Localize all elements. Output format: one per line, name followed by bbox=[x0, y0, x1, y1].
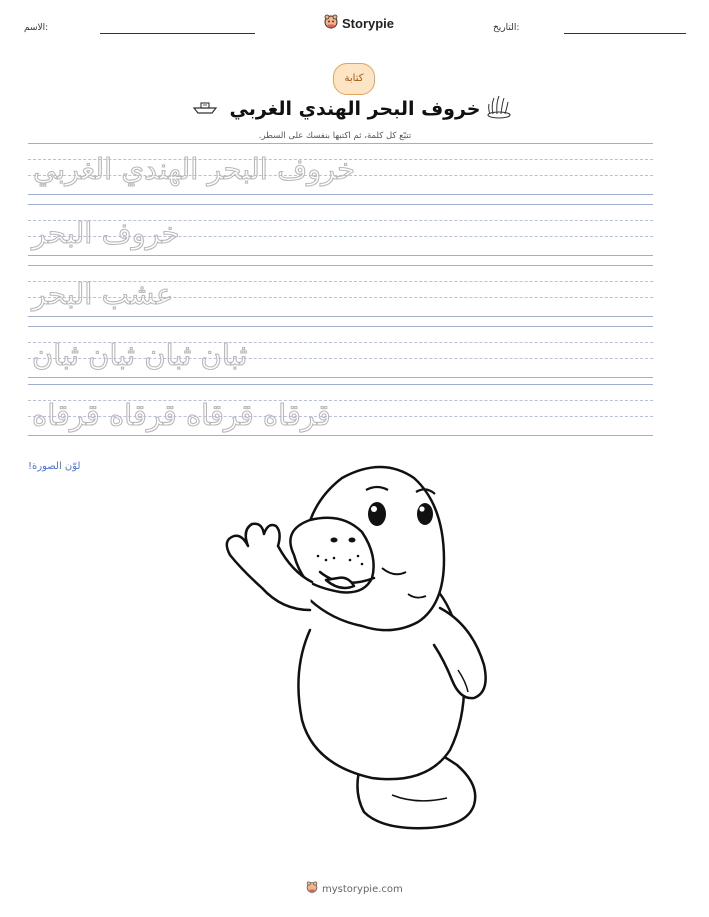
tracing-row[interactable] bbox=[28, 384, 653, 436]
date-field[interactable] bbox=[564, 33, 686, 34]
date-label: التاريخ: bbox=[493, 23, 520, 33]
tracing-row[interactable] bbox=[28, 143, 653, 195]
manatee-illustration[interactable] bbox=[222, 460, 492, 854]
storypie-logo-icon bbox=[324, 14, 338, 33]
name-label: الاسم: bbox=[24, 23, 49, 33]
footer-url[interactable]: mystorypie.com bbox=[322, 883, 403, 895]
tracing-row[interactable] bbox=[28, 265, 653, 317]
trace-text: ثبان ثبان ثبان ثبان bbox=[32, 338, 248, 372]
color-caption: لوّن الصورة! bbox=[28, 461, 81, 472]
storypie-logo-icon bbox=[306, 881, 318, 897]
page-title: خروف البحر الهندي الغربي bbox=[229, 98, 481, 120]
trace-text: خروف البحر bbox=[32, 216, 180, 250]
category-badge: كتابة bbox=[333, 63, 375, 95]
footer bbox=[306, 881, 403, 897]
brand bbox=[324, 14, 394, 33]
trace-text: عشب البحر bbox=[32, 277, 174, 311]
name-field[interactable] bbox=[100, 33, 255, 34]
trace-text: خروف البحر الهندي الغربي bbox=[33, 152, 356, 186]
brand-name: Storypie bbox=[342, 16, 395, 31]
boat-icon bbox=[192, 99, 220, 119]
instructions: تتبّع كل كلمة، ثم اكتبها بنفسك على السطر. bbox=[258, 131, 412, 141]
tracing-row[interactable] bbox=[28, 204, 653, 256]
seagrass-icon bbox=[485, 93, 513, 123]
tracing-row[interactable] bbox=[28, 326, 653, 378]
trace-text: قرقاه قرقاه قرقاه قرقاه bbox=[32, 398, 331, 432]
